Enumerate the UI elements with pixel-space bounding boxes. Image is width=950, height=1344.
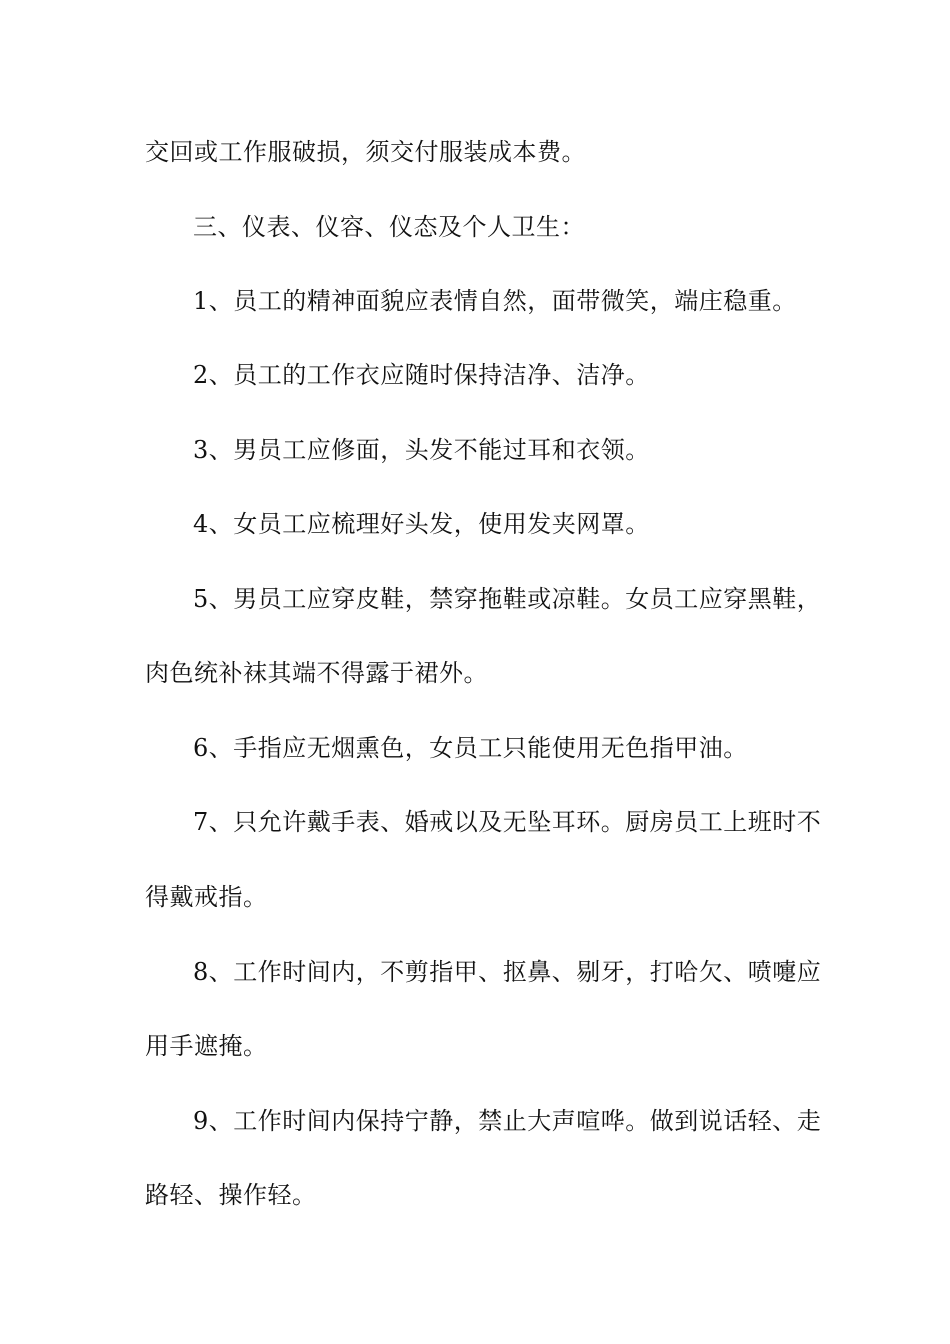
rule-item-2: 2、员工的工作衣应随时保持洁净、洁净。 xyxy=(193,361,650,389)
rule-item-9: 9、工作时间内保持宁静，禁止大声喧哗。做到说话轻、走 xyxy=(193,1107,822,1135)
rule-item-1: 1、员工的精神面貌应表情自然，面带微笑，端庄稳重。 xyxy=(193,287,797,315)
rule-item-6: 6、手指应无烟熏色，女员工只能使用无色指甲油。 xyxy=(193,734,748,762)
rule-item-4: 4、女员工应梳理好头发，使用发夹网罩。 xyxy=(193,510,650,538)
section-heading-appearance: 三、仪表、仪容、仪态及个人卫生： xyxy=(193,213,585,241)
rule-item-7-continuation: 得戴戒指。 xyxy=(145,883,268,911)
text-line-continuation-uniform: 交回或工作服破损，须交付服装成本费。 xyxy=(145,138,586,166)
rule-item-5-continuation: 肉色统补袜其端不得露于裙外。 xyxy=(145,659,488,687)
rule-item-8: 8、工作时间内，不剪指甲、抠鼻、剔牙，打哈欠、喷嚏应 xyxy=(193,958,822,986)
rule-item-3: 3、男员工应修面，头发不能过耳和衣领。 xyxy=(193,436,650,464)
rule-item-5: 5、男员工应穿皮鞋，禁穿拖鞋或凉鞋。女员工应穿黑鞋， xyxy=(193,585,822,613)
rule-item-9-continuation: 路轻、操作轻。 xyxy=(145,1181,317,1209)
rule-item-7: 7、只允许戴手表、婚戒以及无坠耳环。厨房员工上班时不 xyxy=(193,808,822,836)
rule-item-8-continuation: 用手遮掩。 xyxy=(145,1032,268,1060)
